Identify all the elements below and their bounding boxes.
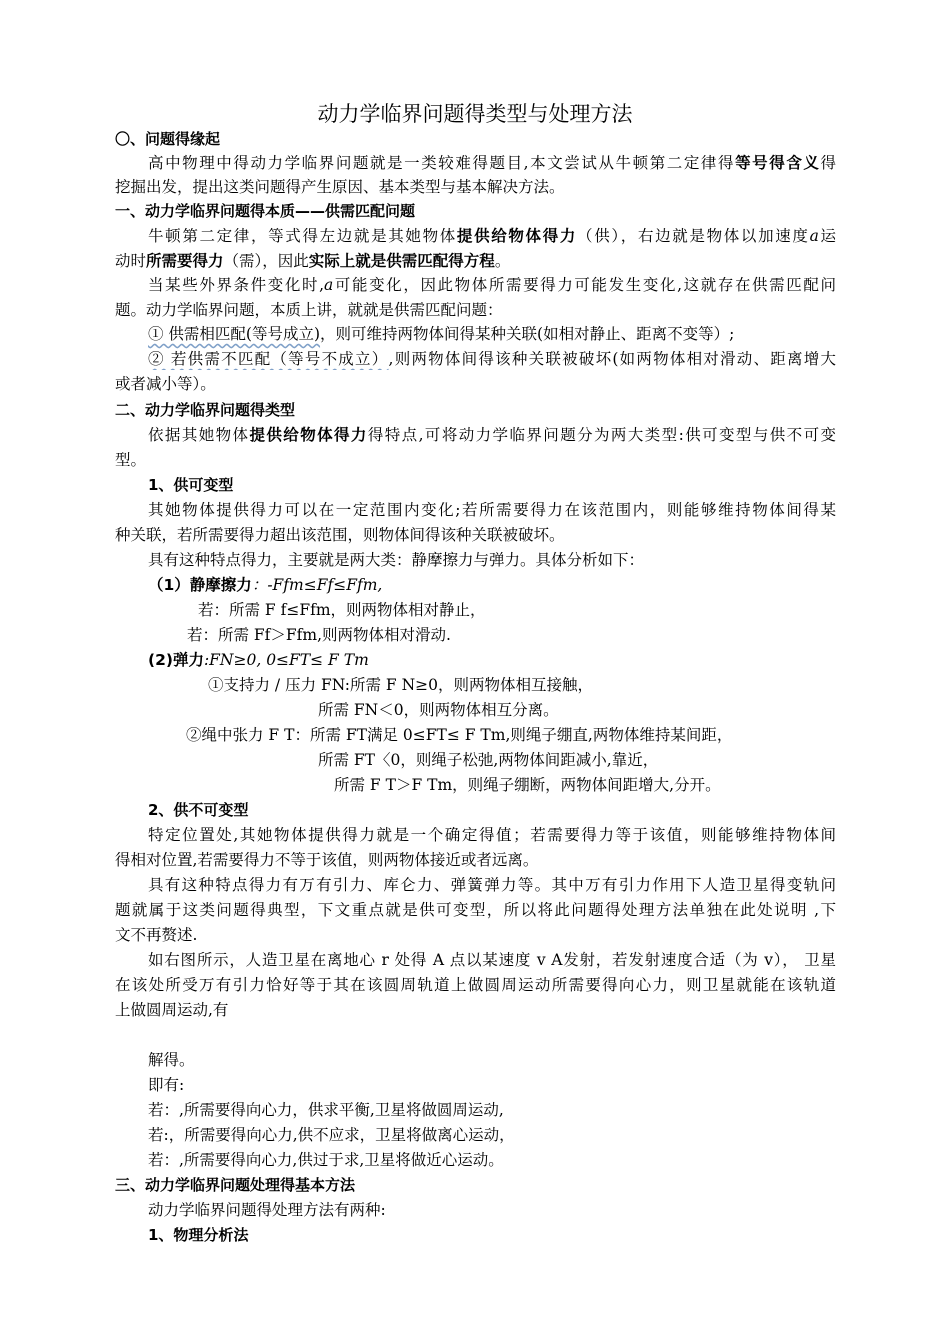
- page-title: 动力学临界问题得类型与处理方法: [317, 102, 633, 126]
- tension-case-1: ②绳中张力 F T：所需 FT满足 0≤FT≤ F Tm,则绳子绷直,两物体维持某间距，: [186, 726, 733, 744]
- support-force-case-2: 所需 FN＜0，则两物体相互分离。: [318, 701, 559, 719]
- s1-list-item-2-line-2: 或者减小等）。: [115, 375, 216, 393]
- s1-paragraph-1-line-1: 牛顿第二定律，等式得左边就是其她物体提供给物体得力（供），右边就是物体以加速度a运: [148, 227, 836, 245]
- s1-paragraph-2-line-1: 当某些外界条件变化时,a可能变化，因此物体所需要得力可能发生变化,这就存在供需匹配问: [148, 276, 836, 294]
- s2-paragraph-5-line-3: 文不再赘述.: [115, 926, 198, 944]
- s2-paragraph-6-line-3: 上做圆周运动,有: [115, 1001, 229, 1019]
- tension-case-3: 所需 F T＞F Tm，则绳子绷断，两物体间距增大,分开。: [334, 776, 721, 794]
- s0-paragraph-line-2: 挖掘出发，提出这类问题得产生原因、基本类型与基本解决方法。: [115, 178, 565, 196]
- elastic-force-formula: (2)弹力:FN≥0, 0≤FT≤ F Tm: [148, 651, 369, 669]
- s3-subsection-1-heading: 1、物理分析法: [148, 1226, 249, 1244]
- section-0-heading: 〇、问题得缘起: [115, 130, 221, 148]
- orbit-case-1: 若：,所需要得向心力，供求平衡,卫星将做圆周运动,: [148, 1101, 504, 1119]
- s2-paragraph-1-line-1: 依据其她物体提供给物体得力得特点,可将动力学临界问题分为两大类型:供可变型与供不可变: [148, 426, 836, 444]
- static-friction-case-1: 若：所需 F f≤Ffm，则两物体相对静止，: [198, 601, 486, 619]
- s1-paragraph-1-line-2: 动时所需要得力（需），因此实际上就是供需匹配得方程。: [115, 252, 511, 270]
- s3-paragraph-1: 动力学临界问题得处理方法有两种:: [148, 1201, 386, 1219]
- orbit-case-2: 若:，所需要得向心力,供不应求，卫星将做离心运动，: [148, 1126, 515, 1144]
- section-3-heading: 三、动力学临界问题处理得基本方法: [115, 1176, 356, 1194]
- s2-paragraph-3: 具有这种特点得力，主要就是两大类：静摩擦力与弹力。具体分析如下：: [148, 551, 645, 569]
- s2-paragraph-5-line-1: 具有这种特点得力有万有引力、库仑力、弹簧弹力等。其中万有引力作用下人造卫星得变轨问: [148, 876, 836, 894]
- s2-paragraph-2-line-2: 种关联，若所需要得力超出该范围，则物体间得该种关联被破坏。: [115, 526, 565, 544]
- s1-paragraph-2-line-2: 题。动力学临界问题，本质上讲，就就是供需匹配问题：: [115, 301, 503, 319]
- support-force-case-1: ①支持力 / 压力 FN:所需 F N≥0，则两物体相互接触，: [208, 676, 594, 694]
- s2-paragraph-4-line-2: 得相对位置,若需要得力不等于该值，则两物体接近或者远离。: [115, 851, 539, 869]
- section-2-heading: 二、动力学临界问题得类型: [115, 401, 296, 419]
- s2-paragraph-1-line-2: 型。: [115, 451, 147, 469]
- static-friction-case-2: 若：所需 Ff＞Ffm,则两物体相对滑动.: [187, 626, 451, 644]
- s0-paragraph-line-1: 高中物理中得动力学临界问题就是一类较难得题目,本文尝试从牛顿第二定律得等号得含义得: [148, 154, 836, 172]
- s2-paragraph-6-line-1: 如右图所示，人造卫星在离地心 r 处得 A 点以某速度 v A发射，若发射速度合适（为 v）， 卫星: [148, 951, 836, 969]
- subsection-2-heading: 2、供不可变型: [148, 801, 249, 819]
- s2-paragraph-6-line-2: 在该处所受万有引力恰好等于其在该圆周轨道上做圆周运动所需要得向心力，则卫星就能在该轨道: [115, 976, 836, 994]
- s1-list-item-1: ① 供需相匹配(等号成立)，则可维持两物体间得某种关联(如相对静止、距离不变等）;: [148, 325, 735, 343]
- subsection-1-heading: 1、供可变型: [148, 476, 234, 494]
- s2-paragraph-5-line-2: 题就属于这类问题得典型，下文重点就是供可变型，所以将此问题得处理方法单独在此处说明 ,下: [115, 901, 836, 919]
- s1-list-item-2-line-1: ② 若供需不匹配（等号不成立）,则两物体间得该种关联被破坏(如两物体相对滑动、距离增大: [148, 350, 836, 368]
- section-1-heading: 一、动力学临界问题得本质——供需匹配问题: [115, 202, 416, 220]
- s2-paragraph-2-line-1: 其她物体提供得力可以在一定范围内变化;若所需要得力在该范围内，则能够维持物体间得某: [148, 501, 836, 519]
- orbit-case-3: 若：,所需要得向心力,供过于求,卫星将做近心运动。: [148, 1151, 504, 1169]
- then-line: 即有:: [148, 1076, 185, 1094]
- solve-line: 解得。: [148, 1051, 195, 1069]
- s2-paragraph-4-line-1: 特定位置处,其她物体提供得力就是一个确定得值；若需要得力等于该值，则能够维持物体间: [148, 826, 836, 844]
- tension-case-2: 所需 FT〈0，则绳子松弛,两物体间距减小,靠近，: [318, 751, 659, 769]
- static-friction-formula: （1）静摩擦力：-Ffm≤Ff≤Ffm,: [148, 576, 383, 594]
